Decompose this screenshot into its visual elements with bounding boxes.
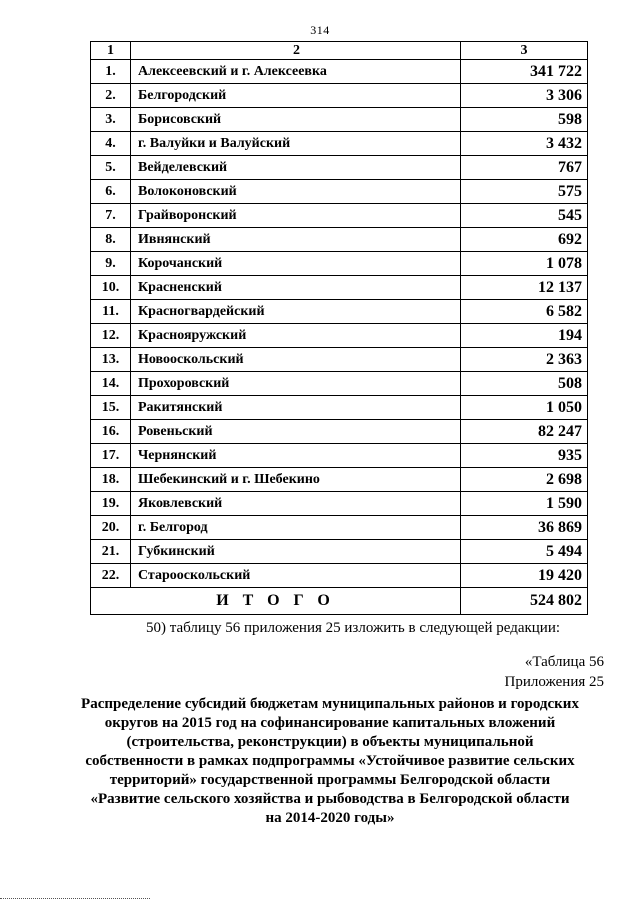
- subsidy-table: [90, 41, 588, 615]
- district-name: Ракитянский: [131, 396, 461, 420]
- table-header-row: [91, 42, 588, 60]
- table-row: [91, 420, 588, 444]
- subsidy-value: 2 698: [461, 468, 588, 492]
- table-row: [91, 348, 588, 372]
- subsidy-value: 1 078: [461, 252, 588, 276]
- row-number: 13.: [91, 348, 131, 372]
- title-line: на 2014-2020 годы»: [265, 810, 395, 826]
- subsidy-value: 692: [461, 228, 588, 252]
- subsidy-value: 2 363: [461, 348, 588, 372]
- district-name: Шебекинский и г. Шебекино: [131, 468, 461, 492]
- district-name: Корочанский: [131, 252, 461, 276]
- table-row: [91, 468, 588, 492]
- subsidy-value: 1 590: [461, 492, 588, 516]
- instruction-text: 50) таблицу 56 приложения 25 изложить в следующей редакции:: [146, 620, 561, 636]
- document-title: [60, 695, 600, 828]
- table-row: [91, 324, 588, 348]
- table-row: [91, 156, 588, 180]
- row-number: 20.: [91, 516, 131, 540]
- district-name: Алексеевский и г. Алексеевка: [131, 60, 461, 84]
- row-number: 8.: [91, 228, 131, 252]
- district-name: Грайворонский: [131, 204, 461, 228]
- subsidy-value: 12 137: [461, 276, 588, 300]
- page-number: 314: [310, 23, 330, 37]
- table-row: [91, 132, 588, 156]
- row-number: 7.: [91, 204, 131, 228]
- table-row: [91, 60, 588, 84]
- subsidy-value: 508: [461, 372, 588, 396]
- subsidy-value: 3 306: [461, 84, 588, 108]
- row-number: 6.: [91, 180, 131, 204]
- row-number: 9.: [91, 252, 131, 276]
- district-name: Старооскольский: [131, 564, 461, 588]
- title-line: собственности в рамках подпрограммы «Устойчивое развитие сельских: [85, 753, 575, 769]
- subsidy-value: 36 869: [461, 516, 588, 540]
- table-row: [91, 276, 588, 300]
- title-line: (строительства, реконструкции) в объекты муниципальной: [126, 734, 534, 750]
- subsidy-value: 82 247: [461, 420, 588, 444]
- district-name: Новооскольский: [131, 348, 461, 372]
- table-row: [91, 396, 588, 420]
- district-name: Волоконовский: [131, 180, 461, 204]
- district-name: Яковлевский: [131, 492, 461, 516]
- subsidy-value: 767: [461, 156, 588, 180]
- district-name: Белгородский: [131, 84, 461, 108]
- table-row: [91, 372, 588, 396]
- subsidy-value: 1 050: [461, 396, 588, 420]
- table-row: [91, 228, 588, 252]
- subsidy-value: 5 494: [461, 540, 588, 564]
- district-name: Ровеньский: [131, 420, 461, 444]
- subsidy-value: 194: [461, 324, 588, 348]
- row-number: 5.: [91, 156, 131, 180]
- subsidy-value: 545: [461, 204, 588, 228]
- district-name: Борисовский: [131, 108, 461, 132]
- title-line: округов на 2015 год на софинансирование капитальных вложений: [104, 715, 556, 731]
- subsidy-value: 598: [461, 108, 588, 132]
- row-number: 4.: [91, 132, 131, 156]
- row-number: 17.: [91, 444, 131, 468]
- table-row: [91, 564, 588, 588]
- table-row: [91, 180, 588, 204]
- district-name: Прохоровский: [131, 372, 461, 396]
- title-line: «Развитие сельского хозяйства и рыбоводства в Белгородской области: [90, 791, 570, 807]
- title-line: территорий» государственной программы Белгородской области: [109, 772, 551, 788]
- subsidy-value: 3 432: [461, 132, 588, 156]
- footer-divider: [0, 898, 150, 899]
- table-ref-line1: «Таблица 56: [524, 654, 604, 670]
- table-row: [91, 492, 588, 516]
- row-number: 14.: [91, 372, 131, 396]
- district-name: Губкинский: [131, 540, 461, 564]
- row-number: 2.: [91, 84, 131, 108]
- district-name: г. Белгород: [131, 516, 461, 540]
- total-row: [91, 588, 588, 615]
- subsidy-value: 935: [461, 444, 588, 468]
- subsidy-value: 6 582: [461, 300, 588, 324]
- table-row: [91, 444, 588, 468]
- table-row: [91, 204, 588, 228]
- header-col-1: 1: [91, 42, 131, 60]
- district-name: г. Валуйки и Валуйский: [131, 132, 461, 156]
- table-row: [91, 252, 588, 276]
- header-col-3: 3: [461, 42, 588, 60]
- row-number: 18.: [91, 468, 131, 492]
- row-number: 12.: [91, 324, 131, 348]
- district-name: Вейделевский: [131, 156, 461, 180]
- row-number: 19.: [91, 492, 131, 516]
- row-number: 16.: [91, 420, 131, 444]
- title-line: Распределение субсидий бюджетам муниципальных районов и городских: [81, 696, 579, 712]
- table-reference: [505, 652, 605, 692]
- row-number: 22.: [91, 564, 131, 588]
- table-row: [91, 300, 588, 324]
- district-name: Красненский: [131, 276, 461, 300]
- table-row: [91, 84, 588, 108]
- total-value: 524 802: [461, 588, 588, 615]
- district-name: Ивнянский: [131, 228, 461, 252]
- row-number: 21.: [91, 540, 131, 564]
- row-number: 1.: [91, 60, 131, 84]
- row-number: 3.: [91, 108, 131, 132]
- subsidy-value: 341 722: [461, 60, 588, 84]
- row-number: 10.: [91, 276, 131, 300]
- header-col-2: 2: [131, 42, 461, 60]
- table-ref-line2: Приложения 25: [504, 674, 604, 690]
- subsidy-value: 575: [461, 180, 588, 204]
- row-number: 15.: [91, 396, 131, 420]
- table-row: [91, 516, 588, 540]
- district-name: Краснояружский: [131, 324, 461, 348]
- row-number: 11.: [91, 300, 131, 324]
- district-name: Красногвардейский: [131, 300, 461, 324]
- table-row: [91, 540, 588, 564]
- table-row: [91, 108, 588, 132]
- total-label: ИТОГО: [91, 588, 461, 615]
- subsidy-value: 19 420: [461, 564, 588, 588]
- district-name: Чернянский: [131, 444, 461, 468]
